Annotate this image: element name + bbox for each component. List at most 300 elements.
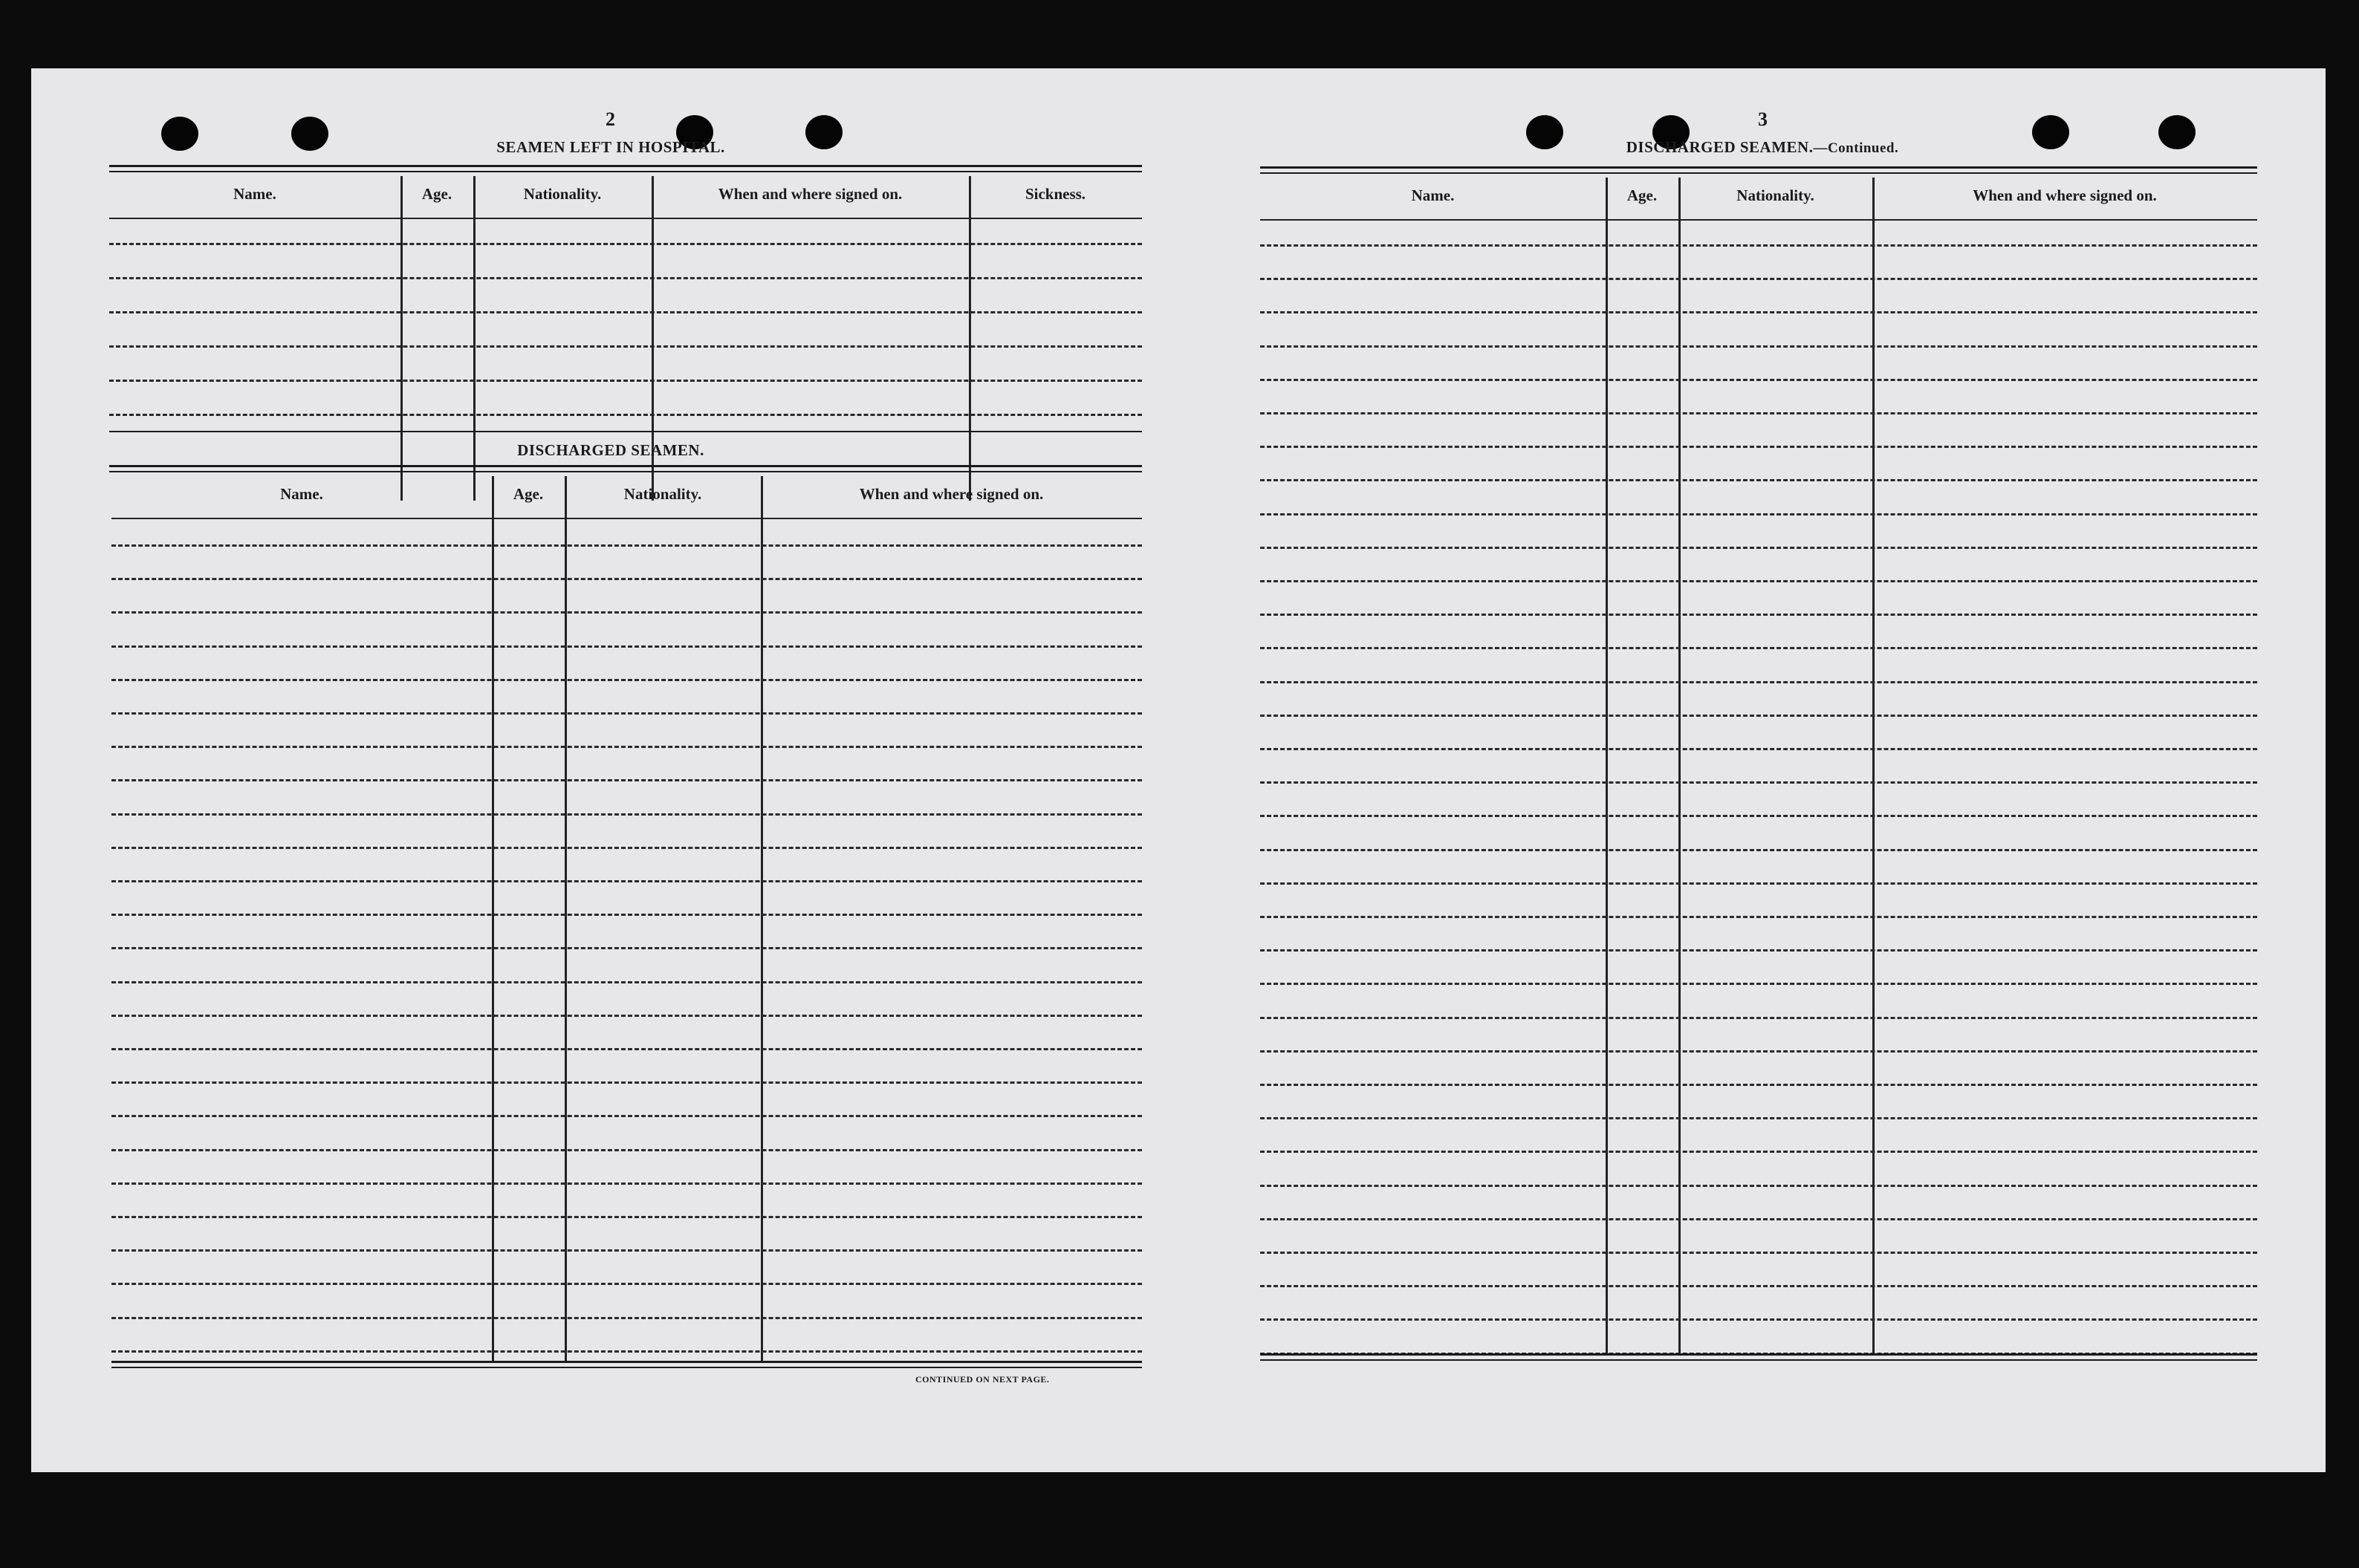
entry-field-age[interactable] [1610, 986, 1674, 1015]
entry-field-signed-on[interactable] [1877, 885, 2253, 914]
entry-field-nationality[interactable] [569, 514, 756, 543]
entry-field-signed-on[interactable] [765, 749, 1138, 778]
entry-field-age[interactable] [405, 246, 469, 276]
table-row [1260, 1120, 2257, 1154]
entry-field-name[interactable] [114, 314, 396, 344]
entry-field-name[interactable] [116, 1320, 487, 1349]
entry-field-signed-on[interactable] [1877, 784, 2253, 813]
entry-field-age[interactable] [496, 1152, 560, 1181]
entry-field-name[interactable] [1265, 1188, 1601, 1217]
entry-field-age[interactable] [405, 314, 469, 344]
entry-field-name[interactable] [1265, 784, 1601, 813]
entry-field-sickness[interactable] [973, 383, 1138, 412]
ruled-line [1260, 379, 2257, 381]
entry-field-name[interactable] [1265, 550, 1601, 579]
title-rule [1260, 172, 2257, 174]
entry-field-age[interactable] [1610, 1053, 1674, 1082]
entry-field-name[interactable] [116, 782, 487, 811]
ruled-line [1260, 815, 2257, 817]
entry-field-name[interactable] [1265, 449, 1601, 478]
entry-field-signed-on[interactable] [765, 1320, 1138, 1349]
entry-field-name[interactable] [1265, 1120, 1601, 1149]
entry-field-signed-on[interactable] [1877, 852, 2253, 881]
entry-field-nationality[interactable] [569, 782, 756, 811]
entry-field-signed-on[interactable] [765, 1252, 1138, 1281]
entry-field-signed-on[interactable] [1877, 718, 2253, 746]
entry-field-nationality[interactable] [569, 850, 756, 879]
entry-field-name[interactable] [116, 514, 487, 543]
table-row [1260, 281, 2257, 314]
ruled-line [111, 746, 1142, 748]
entry-field-name[interactable] [114, 246, 396, 276]
entry-field-age[interactable] [496, 1051, 560, 1080]
entry-field-nationality[interactable] [1683, 718, 1868, 746]
entry-field-signed-on[interactable] [1877, 382, 2253, 411]
entry-field-signed-on[interactable] [765, 581, 1138, 610]
entry-field-age[interactable] [1610, 415, 1674, 444]
entry-field-name[interactable] [1265, 1154, 1601, 1182]
entry-field-signed-on[interactable] [1877, 1053, 2253, 1082]
entry-field-nationality[interactable] [569, 1185, 756, 1214]
entry-field-nationality[interactable] [569, 984, 756, 1013]
entry-field-nationality[interactable] [478, 383, 647, 412]
entry-field-nationality[interactable] [1683, 852, 1868, 881]
title-rule [109, 165, 1142, 167]
table-row [111, 547, 1142, 581]
entry-field-name[interactable] [116, 682, 487, 711]
entry-field-sickness[interactable] [973, 212, 1138, 241]
entry-field-age[interactable] [1610, 1087, 1674, 1116]
entry-field-name[interactable] [116, 1286, 487, 1315]
entry-field-age[interactable] [1610, 684, 1674, 713]
entry-field-age[interactable] [1610, 1188, 1674, 1217]
entry-field-name[interactable] [116, 749, 487, 778]
entry-field-nationality[interactable] [1683, 650, 1868, 679]
entry-field-nationality[interactable] [1683, 314, 1868, 343]
entry-field-name[interactable] [116, 581, 487, 610]
entry-field-nationality[interactable] [1683, 1087, 1868, 1116]
entry-field-signed-on[interactable] [1877, 1188, 2253, 1217]
entry-field-signed-on[interactable] [1877, 1087, 2253, 1116]
entry-field-name[interactable] [1265, 952, 1601, 981]
entry-field-name[interactable] [116, 850, 487, 879]
entry-field-age[interactable] [1610, 1154, 1674, 1182]
entry-field-age[interactable] [405, 348, 469, 378]
entry-field-name[interactable] [116, 1185, 487, 1214]
entry-field-age[interactable] [496, 682, 560, 711]
entry-field-nationality[interactable] [1683, 281, 1868, 310]
entry-field-name[interactable] [1265, 1321, 1601, 1350]
entry-field-signed-on[interactable] [656, 212, 964, 241]
entry-field-nationality[interactable] [1683, 1120, 1868, 1149]
entry-field-signed-on[interactable] [1877, 482, 2253, 511]
entry-field-age[interactable] [1610, 952, 1674, 981]
entry-field-signed-on[interactable] [656, 246, 964, 276]
entry-field-name[interactable] [1265, 1020, 1601, 1049]
entry-field-name[interactable] [1265, 650, 1601, 679]
entry-field-signed-on[interactable] [1877, 1288, 2253, 1317]
entry-field-name[interactable] [1265, 617, 1601, 645]
entry-field-nationality[interactable] [1683, 583, 1868, 612]
entry-field-signed-on[interactable] [1877, 415, 2253, 444]
entry-field-nationality[interactable] [569, 1219, 756, 1248]
entry-field-nationality[interactable] [1683, 449, 1868, 478]
entry-field-signed-on[interactable] [765, 648, 1138, 677]
entry-field-age[interactable] [1610, 1020, 1674, 1049]
entry-field-signed-on[interactable] [656, 348, 964, 378]
entry-field-nationality[interactable] [569, 715, 756, 744]
ruled-line [1260, 748, 2257, 750]
entry-field-nationality[interactable] [1683, 1321, 1868, 1350]
entry-field-signed-on[interactable] [765, 715, 1138, 744]
entry-field-nationality[interactable] [1683, 516, 1868, 545]
entry-field-name[interactable] [116, 1252, 487, 1281]
entry-field-age[interactable] [1610, 314, 1674, 343]
entry-field-name[interactable] [116, 950, 487, 979]
entry-field-nationality[interactable] [1683, 919, 1868, 948]
entry-field-nationality[interactable] [1683, 818, 1868, 847]
entry-field-signed-on[interactable] [656, 280, 964, 310]
entry-field-nationality[interactable] [1683, 986, 1868, 1015]
entry-field-signed-on[interactable] [1877, 952, 2253, 981]
entry-field-name[interactable] [116, 1219, 487, 1248]
entry-field-signed-on[interactable] [765, 816, 1138, 845]
entry-field-name[interactable] [1265, 583, 1601, 612]
entry-field-signed-on[interactable] [765, 782, 1138, 811]
entry-field-signed-on[interactable] [1877, 348, 2253, 377]
column-header: Nationality. [1736, 186, 1814, 204]
entry-field-signed-on[interactable] [765, 682, 1138, 711]
entry-field-age[interactable] [496, 1018, 560, 1047]
entry-field-nationality[interactable] [1683, 1255, 1868, 1284]
entry-field-nationality[interactable] [478, 212, 647, 241]
entry-field-sickness[interactable] [973, 314, 1138, 344]
entry-field-name[interactable] [116, 648, 487, 677]
ruled-line [1260, 580, 2257, 582]
entry-field-signed-on[interactable] [765, 1018, 1138, 1047]
entry-field-nationality[interactable] [569, 1252, 756, 1281]
entry-field-nationality[interactable] [569, 883, 756, 912]
entry-field-nationality[interactable] [1683, 784, 1868, 813]
entry-field-name[interactable] [1265, 1087, 1601, 1116]
entry-field-signed-on[interactable] [656, 314, 964, 344]
entry-field-nationality[interactable] [478, 280, 647, 310]
entry-field-nationality[interactable] [569, 682, 756, 711]
entry-field-name[interactable] [1265, 1221, 1601, 1250]
entry-field-name[interactable] [1265, 482, 1601, 511]
entry-field-nationality[interactable] [1683, 1221, 1868, 1250]
entry-field-age[interactable] [1610, 516, 1674, 545]
entry-field-nationality[interactable] [1683, 482, 1868, 511]
ruled-line [111, 1149, 1142, 1151]
entry-field-age[interactable] [496, 1219, 560, 1248]
entry-field-name[interactable] [116, 1051, 487, 1080]
entry-field-name[interactable] [1265, 1288, 1601, 1317]
ruled-line [109, 311, 1142, 313]
entry-field-nationality[interactable] [569, 1152, 756, 1181]
entry-field-name[interactable] [116, 883, 487, 912]
entry-field-name[interactable] [116, 614, 487, 643]
entry-field-nationality[interactable] [1683, 382, 1868, 411]
entry-field-age[interactable] [496, 648, 560, 677]
entry-field-age[interactable] [1610, 382, 1674, 411]
entry-field-age[interactable] [1610, 852, 1674, 881]
entry-field-name[interactable] [114, 280, 396, 310]
entry-field-name[interactable] [116, 984, 487, 1013]
entry-field-age[interactable] [1610, 348, 1674, 377]
entry-field-name[interactable] [116, 715, 487, 744]
entry-field-name[interactable] [1265, 852, 1601, 881]
entry-field-signed-on[interactable] [765, 1219, 1138, 1248]
entry-field-age[interactable] [1610, 784, 1674, 813]
entry-field-age[interactable] [496, 1084, 560, 1113]
entry-field-name[interactable] [1265, 885, 1601, 914]
ruled-line [111, 1350, 1142, 1353]
entry-field-nationality[interactable] [569, 1118, 756, 1147]
entry-field-signed-on[interactable] [1877, 919, 2253, 948]
entry-field-nationality[interactable] [1683, 1288, 1868, 1317]
entry-field-nationality[interactable] [1683, 214, 1868, 243]
entry-field-name[interactable] [114, 348, 396, 378]
entry-field-signed-on[interactable] [765, 984, 1138, 1013]
entry-field-signed-on[interactable] [765, 1118, 1138, 1147]
ruled-line [109, 277, 1142, 279]
entry-field-nationality[interactable] [1683, 247, 1868, 276]
entry-field-signed-on[interactable] [765, 1286, 1138, 1315]
entry-field-name[interactable] [1265, 348, 1601, 377]
entry-field-name[interactable] [1265, 281, 1601, 310]
entry-field-age[interactable] [1610, 650, 1674, 679]
entry-field-name[interactable] [1265, 751, 1601, 780]
ruled-line [1260, 781, 2257, 784]
entry-field-signed-on[interactable] [1877, 1154, 2253, 1182]
entry-field-signed-on[interactable] [656, 383, 964, 412]
table-row [1260, 516, 2257, 550]
table-row [111, 883, 1142, 917]
entry-field-age[interactable] [1610, 214, 1674, 243]
entry-field-signed-on[interactable] [1877, 617, 2253, 645]
page-number: 2 [606, 108, 616, 130]
entry-field-age[interactable] [496, 950, 560, 979]
entry-field-signed-on[interactable] [1877, 1020, 2253, 1049]
entry-field-nationality[interactable] [1683, 1053, 1868, 1082]
entry-field-sickness[interactable] [973, 280, 1138, 310]
entry-field-signed-on[interactable] [1877, 650, 2253, 679]
entry-field-sickness[interactable] [973, 348, 1138, 378]
ruled-line [1260, 647, 2257, 649]
entry-field-nationality[interactable] [569, 1286, 756, 1315]
entry-field-signed-on[interactable] [765, 614, 1138, 643]
entry-field-signed-on[interactable] [765, 1152, 1138, 1181]
entry-field-nationality[interactable] [1683, 751, 1868, 780]
entry-field-nationality[interactable] [1683, 952, 1868, 981]
entry-field-name[interactable] [1265, 919, 1601, 948]
entry-field-signed-on[interactable] [765, 1084, 1138, 1113]
entry-field-nationality[interactable] [1683, 1020, 1868, 1049]
entry-field-age[interactable] [405, 212, 469, 241]
entry-field-age[interactable] [496, 782, 560, 811]
entry-field-signed-on[interactable] [765, 917, 1138, 946]
entry-field-name[interactable] [1265, 247, 1601, 276]
entry-field-signed-on[interactable] [1877, 449, 2253, 478]
entry-field-signed-on[interactable] [1877, 1321, 2253, 1350]
entry-field-name[interactable] [1265, 1255, 1601, 1284]
entry-field-name[interactable] [1265, 718, 1601, 746]
entry-field-age[interactable] [1610, 919, 1674, 948]
entry-field-name[interactable] [116, 1152, 487, 1181]
entry-field-nationality[interactable] [1683, 885, 1868, 914]
entry-field-age[interactable] [496, 1185, 560, 1214]
table-row [1260, 382, 2257, 415]
entry-field-age[interactable] [1610, 885, 1674, 914]
entry-field-age[interactable] [405, 280, 469, 310]
hospital-section-title: SEAMEN LEFT IN HOSPITAL. [496, 138, 725, 156]
entry-field-name[interactable] [1265, 1053, 1601, 1082]
ruled-line [1260, 1050, 2257, 1053]
entry-field-signed-on[interactable] [765, 547, 1138, 576]
entry-field-nationality[interactable] [1683, 415, 1868, 444]
entry-field-nationality[interactable] [1683, 348, 1868, 377]
entry-field-nationality[interactable] [1683, 1188, 1868, 1217]
entry-field-age[interactable] [1610, 482, 1674, 511]
entry-field-name[interactable] [1265, 986, 1601, 1015]
entry-field-age[interactable] [1610, 818, 1674, 847]
entry-field-nationality[interactable] [569, 1320, 756, 1349]
entry-field-signed-on[interactable] [765, 1051, 1138, 1080]
entry-field-signed-on[interactable] [765, 850, 1138, 879]
entry-field-name[interactable] [116, 1018, 487, 1047]
entry-field-age[interactable] [1610, 1120, 1674, 1149]
entry-field-nationality[interactable] [569, 1051, 756, 1080]
entry-field-signed-on[interactable] [765, 883, 1138, 912]
entry-field-signed-on[interactable] [1877, 314, 2253, 343]
entry-field-signed-on[interactable] [765, 514, 1138, 543]
entry-field-nationality[interactable] [1683, 617, 1868, 645]
ruled-line [1260, 1252, 2257, 1254]
entry-field-age[interactable] [496, 883, 560, 912]
entry-field-age[interactable] [1610, 583, 1674, 612]
entry-field-age[interactable] [496, 749, 560, 778]
entry-field-nationality[interactable] [569, 749, 756, 778]
entry-field-age[interactable] [496, 1286, 560, 1315]
entry-field-nationality[interactable] [569, 816, 756, 845]
entry-field-signed-on[interactable] [1877, 281, 2253, 310]
entry-field-nationality[interactable] [569, 950, 756, 979]
entry-field-age[interactable] [496, 1252, 560, 1281]
entry-field-nationality[interactable] [569, 547, 756, 576]
entry-field-signed-on[interactable] [1877, 751, 2253, 780]
entry-field-name[interactable] [1265, 314, 1601, 343]
entry-field-name[interactable] [1265, 415, 1601, 444]
entry-field-age[interactable] [1610, 550, 1674, 579]
entry-field-signed-on[interactable] [1877, 1120, 2253, 1149]
entry-field-age[interactable] [1610, 1288, 1674, 1317]
entry-field-nationality[interactable] [478, 246, 647, 276]
entry-field-age[interactable] [496, 581, 560, 610]
entry-field-signed-on[interactable] [1877, 247, 2253, 276]
entry-field-signed-on[interactable] [1877, 550, 2253, 579]
entry-field-signed-on[interactable] [1877, 583, 2253, 612]
ruled-line [111, 679, 1142, 681]
entry-field-age[interactable] [496, 514, 560, 543]
entry-field-nationality[interactable] [1683, 550, 1868, 579]
entry-field-nationality[interactable] [569, 614, 756, 643]
entry-field-name[interactable] [116, 1118, 487, 1147]
entry-field-signed-on[interactable] [765, 950, 1138, 979]
entry-field-age[interactable] [496, 917, 560, 946]
entry-field-name[interactable] [1265, 818, 1601, 847]
entry-field-age[interactable] [496, 715, 560, 744]
entry-field-age[interactable] [496, 614, 560, 643]
entry-field-signed-on[interactable] [1877, 1221, 2253, 1250]
entry-field-nationality[interactable] [478, 348, 647, 378]
entry-field-nationality[interactable] [1683, 1154, 1868, 1182]
entry-field-nationality[interactable] [569, 1084, 756, 1113]
entry-field-name[interactable] [1265, 214, 1601, 243]
entry-field-age[interactable] [405, 383, 469, 412]
entry-field-name[interactable] [1265, 516, 1601, 545]
entry-field-age[interactable] [496, 1320, 560, 1349]
entry-field-nationality[interactable] [569, 1018, 756, 1047]
entry-field-nationality[interactable] [478, 314, 647, 344]
entry-field-signed-on[interactable] [1877, 214, 2253, 243]
entry-field-age[interactable] [1610, 247, 1674, 276]
entry-field-age[interactable] [1610, 281, 1674, 310]
entry-field-name[interactable] [1265, 684, 1601, 713]
entry-field-signed-on[interactable] [1877, 516, 2253, 545]
entry-field-age[interactable] [496, 1118, 560, 1147]
entry-field-nationality[interactable] [569, 648, 756, 677]
entry-field-age[interactable] [1610, 449, 1674, 478]
entry-field-age[interactable] [1610, 718, 1674, 746]
entry-field-name[interactable] [1265, 382, 1601, 411]
entry-field-age[interactable] [496, 850, 560, 879]
entry-field-sickness[interactable] [973, 246, 1138, 276]
entry-field-signed-on[interactable] [1877, 818, 2253, 847]
entry-field-nationality[interactable] [569, 917, 756, 946]
entry-field-age[interactable] [1610, 751, 1674, 780]
entry-field-signed-on[interactable] [765, 1185, 1138, 1214]
table-row [111, 749, 1142, 782]
entry-field-nationality[interactable] [1683, 684, 1868, 713]
entry-field-age[interactable] [496, 547, 560, 576]
entry-field-age[interactable] [1610, 617, 1674, 645]
entry-field-name[interactable] [116, 1084, 487, 1113]
title-rule [109, 471, 1142, 472]
table-row [111, 816, 1142, 850]
entry-field-signed-on[interactable] [1877, 684, 2253, 713]
entry-field-age[interactable] [1610, 1321, 1674, 1350]
entry-field-signed-on[interactable] [1877, 986, 2253, 1015]
title-rule [109, 465, 1142, 467]
ruled-line [111, 1015, 1142, 1017]
entry-field-nationality[interactable] [569, 581, 756, 610]
entry-field-name[interactable] [114, 212, 396, 241]
entry-field-age[interactable] [1610, 1255, 1674, 1284]
entry-field-name[interactable] [116, 547, 487, 576]
entry-field-signed-on[interactable] [1877, 1255, 2253, 1284]
table-row [1260, 214, 2257, 247]
entry-field-name[interactable] [114, 383, 396, 412]
entry-field-age[interactable] [496, 984, 560, 1013]
entry-field-name[interactable] [116, 917, 487, 946]
ruled-line [111, 813, 1142, 816]
table-row [1260, 550, 2257, 583]
entry-field-name[interactable] [116, 816, 487, 845]
entry-field-age[interactable] [1610, 1221, 1674, 1250]
table-row [111, 1084, 1142, 1118]
entry-field-age[interactable] [496, 816, 560, 845]
